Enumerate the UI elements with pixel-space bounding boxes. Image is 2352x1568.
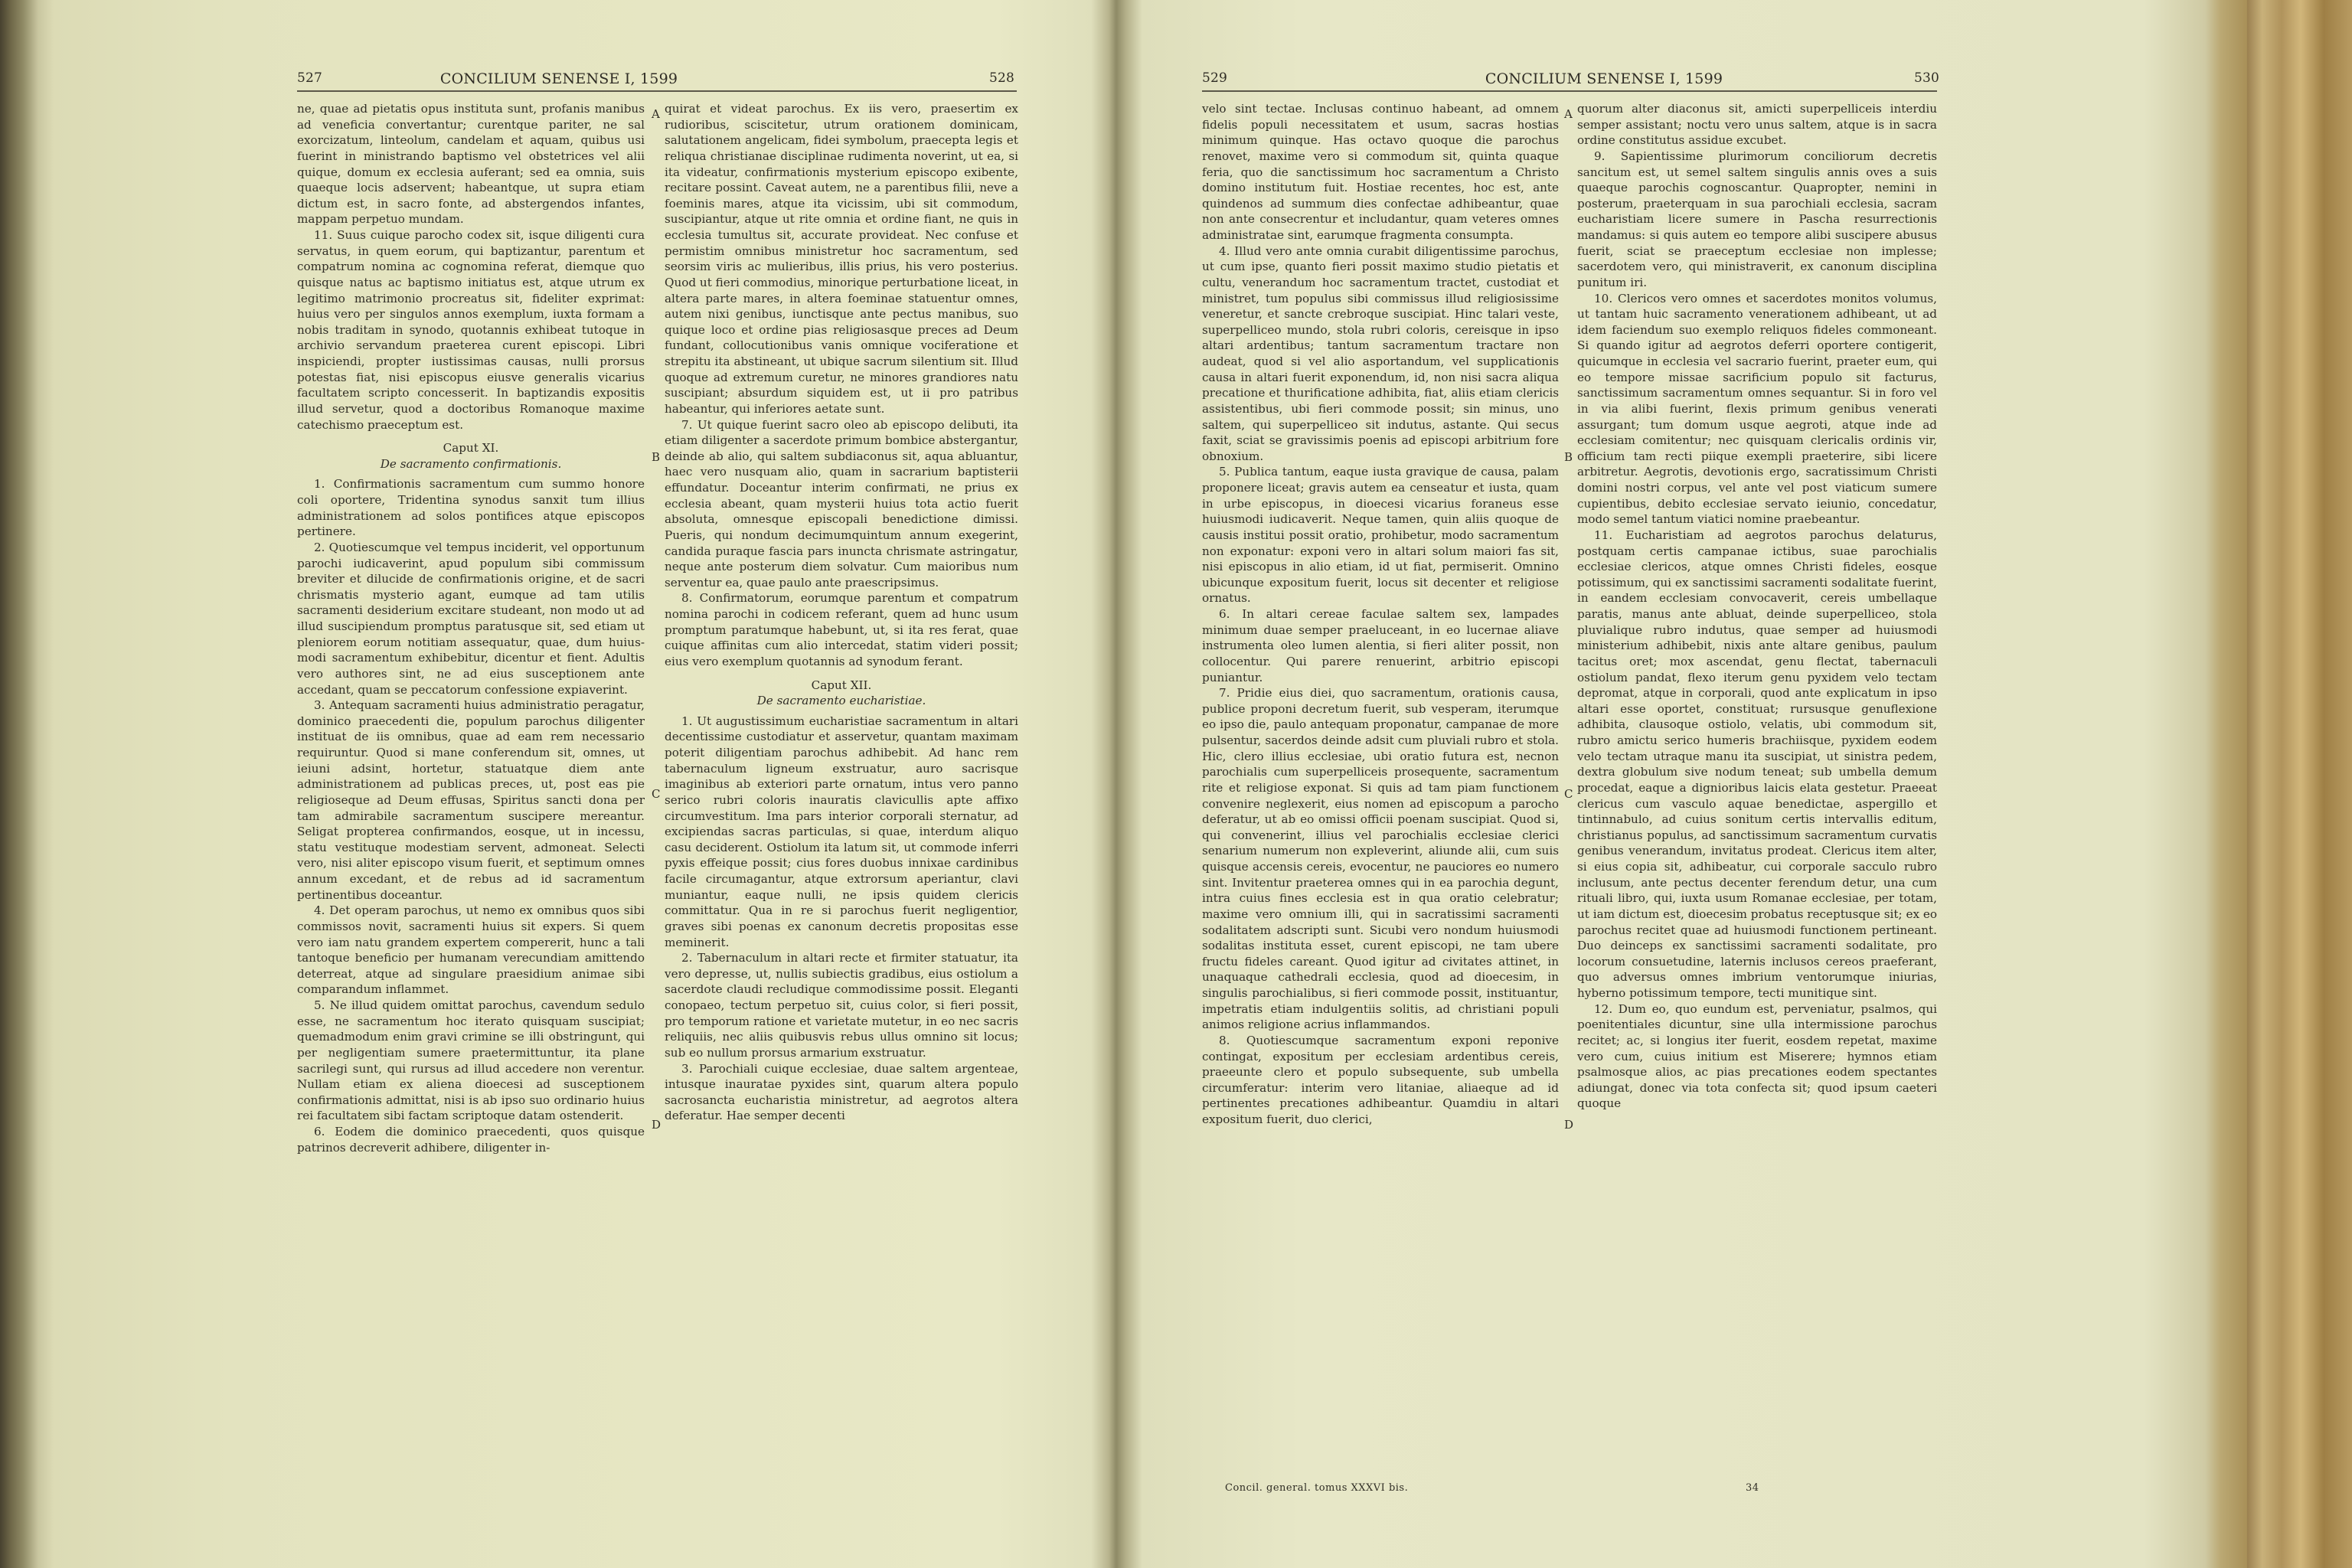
page-number-529: 529: [1202, 70, 1228, 86]
right-page: [1118, 0, 2236, 1568]
margin-letter-d: D: [652, 1118, 662, 1132]
paragraph: quorum alter diaconus sit, amicti superpelliceis interdiu semper assistant; noctu vero unus saltem, atque is in sacra ordine constitutus assidue excubet.: [1577, 102, 1937, 148]
running-head-right: CONCILIUM SENENSE I, 1599: [1485, 70, 1723, 87]
paragraph: 4. Det operam parochus, ut nemo ex omnibus quos sibi commissos novit, sacramenti huius sit expers. Si quem vero iam natu grandem expertem compererit, hunc a tali tantoque beneficio per humanam verecundiam amittendo deterreat, atque ad singulare praesidium animae sibi comparandum inflammet.: [297, 903, 645, 997]
paragraph: 2. Tabernaculum in altari recte et firmiter statuatur, ita vero depresse, ut, nullis subiectis gradibus, eius ostiolum a sacerdote claudi recludique commodissime possit. Eleganti conopaeo, tectum perpetuo sit, cuius color, si fieri possit, pro temporum ratione et varietate mutetur, in eo nec sacris reliquiis, nec aliis quibusvis rebus ullus omnino sit locus; sub eo nullum prorsus armarium exstruatur.: [665, 951, 1018, 1060]
page-number-530: 530: [1914, 70, 1940, 86]
page-number-528: 528: [989, 70, 1015, 86]
margin-letter-c: C: [1564, 787, 1573, 801]
chapter-subtitle: De sacramento confirmationis.: [380, 456, 562, 471]
book-page-edge: [2247, 0, 2352, 1568]
paragraph: 8. Quotiescumque sacramentum exponi reponive contingat, expositum per ecclesiam ardentibus cereis, praeeunte clero et populo subsequente, sub umbella circumferatur: interim vero litaniae, aliaeque ad id pertinentes precationes adhibeantur. Quamdiu in altari expositum fuerit, duo clerici,: [1202, 1033, 1559, 1126]
paragraph: 3. Parochiali cuique ecclesiae, duae saltem argenteae, intusque inauratae pyxides sint, quarum altera populo sacrosancta eucharistia ministretur, ad aegrotos altera deferatur. Hae semper decenti: [665, 1061, 1018, 1123]
margin-letter-c: C: [652, 787, 661, 801]
chapter-heading: Caput XI.: [443, 441, 499, 456]
paragraph: 5. Ne illud quidem omittat parochus, cavendum sedulo esse, ne sacramentum hoc iterato quisquam suscipiat; quemadmodum enim gravi crimine se illi obstringunt, qui per negligentiam sumere praetermittuntur, ita plane sacrilegi sunt, qui rursus ad illud accedere non verentur. Nullam etiam ex aliena dioecesi ad susceptionem confirmationis admittat, nisi is ab ipso suo ordinario huius rei facultatem sibi factam scriptoque datam ostenderit.: [297, 998, 645, 1123]
page-number-527: 527: [297, 70, 323, 86]
header-rule-right: [1202, 90, 1937, 92]
paragraph: 7. Ut quique fuerint sacro oleo ab episcopo delibuti, ita etiam diligenter a sacerdote primum bombice abstergantur, deinde ab alio, qui saltem subdiaconus sit, aqua abluantur, haec vero nusquam alio, quam in sacrarium baptisterii effundatur. Doceantur interim confirmati, ne prius ex ecclesia abeant, quam mysterii huius tota actio fuerit absoluta, omnesque episcopali benedictione dimissi. Pueris, qui nondum decimumquintum annum exegerint, candida puraque fascia pars inuncta chrismate astringatur, neque ante posterum diem solvatur. Cum maioribus num serventur ea, quae paulo ante praescripsimus.: [665, 417, 1018, 590]
margin-letter-a: A: [1564, 107, 1573, 121]
chapter-subtitle: De sacramento eucharistiae.: [756, 694, 926, 708]
paragraph: 11. Suus cuique parocho codex sit, isque diligenti cura servatus, in quem eorum, qui baptizantur, parentum et compatrum nomina ac cognomina referat, diemque quo quisque natus ac baptismo initiatus est, atque utrum ex legitimo matrimonio procreatus sit, fideliter exprimat: huius vero per singulos annos exemplum, iuxta formam a nobis traditam in synodo, quotannis exhibeat tutoque in archivio servandum praeterea curent episcopi. Libri inspiciendi, propter iustissimas causas, nulli prorsus potestas fiat, nisi episcopus eiusve generalis vicarius facultatem scripto concesserit. In baptizandis expositis illud servetur, quod a doctoribus Romanoque maxime catechismo praeceptum est.: [297, 228, 645, 432]
paragraph: velo sint tectae. Inclusas continuo habeant, ad omnem fidelis populi necessitatem et usum, sacras hostias minimum quinque. Has octavo quoque die parochus renovet, maxime vero si commodum sit, quinta quaque feria, quo die sanctissimum hoc sacramentum a Christo domino institutum fuit. Hostiae recentes, hoc est, ante quindenos ad summum dies confectae adhibeantur, quae non ante consecrentur et includantur, quam veteres omnes administratae sint, earumque fragmenta consumpta.: [1202, 102, 1559, 242]
paragraph: 9. Sapientissime plurimorum conciliorum decretis sancitum est, ut semel saltem singulis annis oves a suis quaeque parochis cognoscantur. Quapropter, nemini in posterum, praeterquam in sua parochiali ecclesia, sacram eucharistiam licere sumere in Pascha resurrectionis mandamus: si quis autem eo tempore alibi suscipere abusus fuerit, sciat se praeceptum ecclesiae non implesse; sacerdotem vero, qui ministraverit, ex canonum disciplina punitum iri.: [1577, 149, 1937, 289]
paragraph: 1. Confirmationis sacramentum cum summo honore coli oportere, Tridentina synodus sanxit tum illius administrationem ad solos pontifices atque episcopos pertinere.: [297, 477, 645, 539]
paragraph: 7. Pridie eius diei, quo sacramentum, orationis causa, publice proponi decretum fuerit, sub vesperam, iterumque eo ipso die, paulo antequam proponatur, campanae de more pulsentur, sacerdos deinde adsit cum pluviali rubro et stola. Hic, clero illius ecclesiae, ubi oratio futura est, necnon parochialis cum superpelliceis prosequente, sacramentum rite et religiose exponat. Si quis ad tam piam functionem convenire neglexerit, eius nomen ad episcopum a parocho deferatur, ut ab eo omissi officii poenam suscipiat. Quod si, qui convenerint, illius vel parochialis ecclesiae clerici senarium numerum non expleverint, aliunde alii, cum suis quisque accensis cereis, evocentur, ne pauciores eo numero sint. Invitentur praeterea omnes qui in ea parochia degunt, intra cuius fines ecclesia est in qua oratio celebratur; maxime vero omnium illi, qui in sacratissimi sacramenti sodalitatem adscripti sunt. Sicubi vero nondum huiusmodi sodalitas instituta esset, curent episcopi, ne tam ubere fructu fideles careant. Quod igitur ad civitates attinet, in unaquaque cathedrali ecclesia, quod ad dioecesim, in singulis parochialibus, si fieri commode possit, instituantur, impetratis etiam indulgentiis solitis, ad christiani populi animos religione acrius inflammandos.: [1202, 686, 1559, 1032]
paragraph: 1. Ut augustissimum eucharistiae sacramentum in altari decentissime custodiatur et asservetur, quantam maximam poterit diligentiam parochus adhibebit. Ad hanc rem tabernaculum ligneum exstruatur, auro sacrisque imaginibus ab exteriori parte ornatum, intus vero panno serico rubri coloris inauratis clavicullis apte affixo circumvestitum. Ima pars interior corporali sternatur, ad excipiendas sacras particulas, si quae, interdum aliquo casu deciderent. Ostiolum ita latum sit, ut commode inferri pyxis effeique possit; cius fores duobus innixae cardinibus facile circumagantur, atque extrorsum aperiantur, clavi muniantur, eaque nulli, ne ipsis quidem clericis committatur. Qua in re si parochus fuerit negligentior, graves sibi poenas ex canonum decretis propositas esse meminerit.: [665, 714, 1018, 949]
paragraph: 3. Antequam sacramenti huius administratio peragatur, dominico praecedenti die, populum parochus diligenter instituat de iis omnibus, quae ad eam rem necessario requiruntur. Quod si mane conferendum sit, omnes, ut ieiuni adsint, hortetur, statuatque diem ante administrationem ad publicas preces, ut, post eas pie religioseque ad Deum effusas, Spiritus sancti dona per tam admirabile sacramentum suscipere mereantur. Seligat propterea confirmandos, eosque, ut in incessu, statu vestituque modestiam servent, admoneat. Selecti vero, nisi aliter episcopo visum fuerit, et septimum omnes annum excedant, et de rebus ad id sacramentum pertinentibus doceantur.: [297, 698, 645, 902]
paragraph: 2. Quotiescumque vel tempus inciderit, vel opportunum parochi iudicaverint, apud populum sibi commissum breviter et dilucide de confirmationis origine, et de sacri chrismatis mysterio agant, eumque ad tam utilis sacramenti desiderium excitare studeant, non modo ut ad illud suscipiendum promptus paratusque sit, sed etiam ut pleniorem eorum notitiam assequatur, quae, dum huiusmodi sacramentum exhibebitur, dicentur et fient. Adultis vero authores sint, ne ad eius susceptionem ante accedant, quam se peccatorum confessione expiaverint.: [297, 540, 645, 697]
paragraph: ne, quae ad pietatis opus instituta sunt, profanis manibus ad veneficia convertantur; curentque pariter, ne sal exorcizatum, linteolum, candelam et aquam, quibus usi fuerint in ministrando baptismo vel obstetrices vel alii quique, domum ex ecclesia auferant; sed ea omnia, suis quaeque locis adservent; habeantque, ut supra etiam dictum est, in sacro fonte, ad abstergendos infantes, mappam perpetuo mundam.: [297, 102, 645, 227]
margin-letter-b: B: [1564, 450, 1573, 464]
footer-number: 34: [1746, 1482, 1759, 1494]
paragraph: quirat et videat parochus. Ex iis vero, praesertim ex rudioribus, sciscitetur, utrum orationem dominicam, salutationem angelicam, fidei symbolum, praecepta legis et reliqua christianae disciplinae rudimenta noverint, ut ea, si ita videatur, confirmationis mysterium episcopo exibente, recitare possint. Caveat autem, ne a parentibus filii, neve a foeminis mares, atque ita vicissim, ubi sit commodum, suscipiantur, atque ut rite omnia et ordine fiant, ne quis in ecclesia tumultus sit, accurate provideat. Nec confuse et permistim omnibus ministretur hoc sacramentum, sed seorsim viris ac mulieribus, illis prius, his vero posterius. Quod ut fieri commodius, minorique perturbatione liceat, in altera parte mares, in altera foeminae statuentur omnes, autem nixi genibus, iunctisque ante pectus manibus, suo quique loco et ordine pias religiosasque preces ad Deum fundant, collocutionibus vanis omnique vociferatione et strepitu ita abstineant, ut ubique sacrum silentium sit. Illud quoque ad extremum curetur, ne minores grandiores natu suscipiant; absurdum siquidem est, ut ii pro patribus habeantur, qui inferiores aetate sunt.: [665, 102, 1018, 416]
paragraph: 8. Confirmatorum, eorumque parentum et compatrum nomina parochi in codicem referant, quem ad hunc usum promptum paratumque habebunt, ut, si ita res ferat, quae cuique affinitas cum alio intercedat, statim videri possit; eius vero exemplum quotannis ad synodum ferant.: [665, 591, 1018, 668]
paragraph: 11. Eucharistiam ad aegrotos parochus delaturus, postquam certis campanae ictibus, suae parochialis ecclesiae clericos, atque omnes Christi fideles, eosque potissimum, qui ex sanctissimi sacramenti sodalitate fuerint, in eandem ecclesiam convocaverit, cereis umbellaque paratis, manus ante abluat, deinde superpelliceo, stola pluvialique rubro indutus, quae semper ad huiusmodi ministerium adhibebit, nixis ante altare genibus, paulum tacitus oret; mox ascendat, genu flectat, tabernaculi ostiolum pandat, flexo iterum genu pyxidem velo tectam depromat, atque in corporali, quod ante explicatum in ipso altari esse oportet, constituat; rursusque genuflexione adhibita, clausoque ostiolo, velatis, ubi commodum sit, rubro amictu serico humeris brachiisque, pyxidem eodem velo tectam utraque manu ita suscipiat, ut sinistra pedem, dextra globulum sive nodum teneat; sub umbella demum procedat, eaque a dignioribus laicis elata gestetur. Praeeat clericus cum vasculo aquae benedictae, aspergillo et tintinnabulo, ad cuius sonitum certis intervallis editum, christianus populus, ad sanctissimum sacramentum curvatis genibus venerandum, invitatus prodeat. Clericus item alter, si eius copia sit, adhibeatur, cui corporale sacculo rubro inclusum, ante pectus decenter ferendum detur, una cum rituali libro, qui, iuxta usum Romanae ecclesiae, per totam, ut iam dictum est, dioecesim probatus receptusque sit; ex eo parochus recitet quae ad huiusmodi functionem pertineant. Duo deinceps ex sanctissimi sacramenti sodalitate, pro locorum consuetudine, laternis inclusos cereos praeferant, quo adversus omnes imbrium ventorumque iniurias, hyberno potissimum tempore, tecti munitique sint.: [1577, 528, 1937, 1000]
paragraph: 4. Illud vero ante omnia curabit diligentissime parochus, ut cum ipse, quanto fieri possit maximo studio pietatis et cultu, venerandum hoc sacramentum tractet, custodiat et ministret, tum populus sibi commissus illud religiosissime veneretur, et sancte crebroque suscipiat. Hinc talari veste, superpelliceo mundo, stola rubri coloris, cereisque in ipso altari ardentibus; tantum sacramentum tractare non audeat, quod si vel alio asportandum, vel supplicationis causa in altari fuerit exponendum, id, non nisi sacra aliqua precatione et thurificatione adhibita, fiat, aliis etiam clericis assistentibus, ubi fieri commode possit; sin minus, uno saltem, qui superpelliceo sit indutus, astante. Qui secus faxit, sciat se gravissimis poenis ad episcopi arbitrium fore obnoxium.: [1202, 243, 1559, 463]
paragraph: 12. Dum eo, quo eundum est, perveniatur, psalmos, qui poenitentiales dicuntur, sine ulla intermissione parochus recitet; ac, si longius iter fuerit, eosdem repetat, maxime vero cum, cuius initium est Miserere; hymnos etiam psalmosque alios, ac pias precationes eodem spectantes adiungat, donec via tota confecta sit; quod ipsum caeteri quoque: [1577, 1001, 1937, 1111]
paragraph: 10. Clericos vero omnes et sacerdotes monitos volumus, ut tantam huic sacramento venerationem adhibeant, ut ad idem faciendum suo exemplo reliquos fideles commoneant. Si quando igitur ad aegrotos deferri oportere contigerit, quicumque in ecclesia vel sacrario fuerint, praeter eum, qui eo tempore missae sacrificium populo sit facturus, sanctissimum sacramentum omnes sequantur. Si in foro vel in via alibi fuerint, flexis primum genibus venerati assurgant; tum domum usque aegroti, atque inde ad ecclesiam comitentur; nec quisquam clericalis ordinis vir, officium tam recti piique exempli praeterire, sibi licere arbitretur. Aegrotis, devotionis ergo, sacratissimum Christi domini nostri corpus, vel ante vel post viaticum sumere cupientibus, debito ecclesiae servato ieiunio, concedatur, modo semel tantum viatici nomine praebeantur.: [1577, 291, 1937, 527]
margin-letter-b: B: [652, 450, 661, 464]
margin-letter-a: A: [652, 107, 660, 121]
right-page-column-a: [1202, 101, 1559, 1128]
header-rule-left: [297, 90, 1017, 92]
right-page-column-b: [1577, 101, 1937, 1112]
paragraph: 6. Eodem die dominico praecedenti, quos quisque patrinos decreverit adhibere, diligenter in-: [297, 1125, 645, 1155]
paragraph: 6. In altari cereae faculae saltem sex, lampades minimum duae semper praeluceant, in eo lucernae aliave instrumenta oleo lumen alentia, si fieri aliter possit, non collocentur. Qui parere renuerint, arbitrio episcopi puniantur.: [1202, 607, 1559, 684]
left-page-column-a: [297, 101, 645, 1155]
chapter-heading: Caput XII.: [811, 678, 872, 692]
margin-letter-d: D: [1564, 1118, 1574, 1132]
footer-signature: Concil. general. tomus XXXVI bis.: [1225, 1482, 1409, 1494]
left-page-column-b: [665, 101, 1018, 1124]
paragraph: 5. Publica tantum, eaque iusta gravique de causa, palam proponere liceat; gravis autem ea censeatur et iusta, quam in urbe episcopus, in dioecesi vicarius foraneus esse huiusmodi iudicaverit. Neque tamen, quin aliis quoque de causis institui possit oratio, prohibetur, modo sacramentum non exponatur: exponi vero in altari solum maiori fas sit, nisi episcopus in alio etiam, id ut fiat, permiserit. Omnino ubicunque expositum fuerit, locus sit decenter et religiose ornatus.: [1202, 465, 1559, 606]
running-head-left: CONCILIUM SENENSE I, 1599: [439, 70, 678, 87]
left-page: [0, 0, 1118, 1568]
